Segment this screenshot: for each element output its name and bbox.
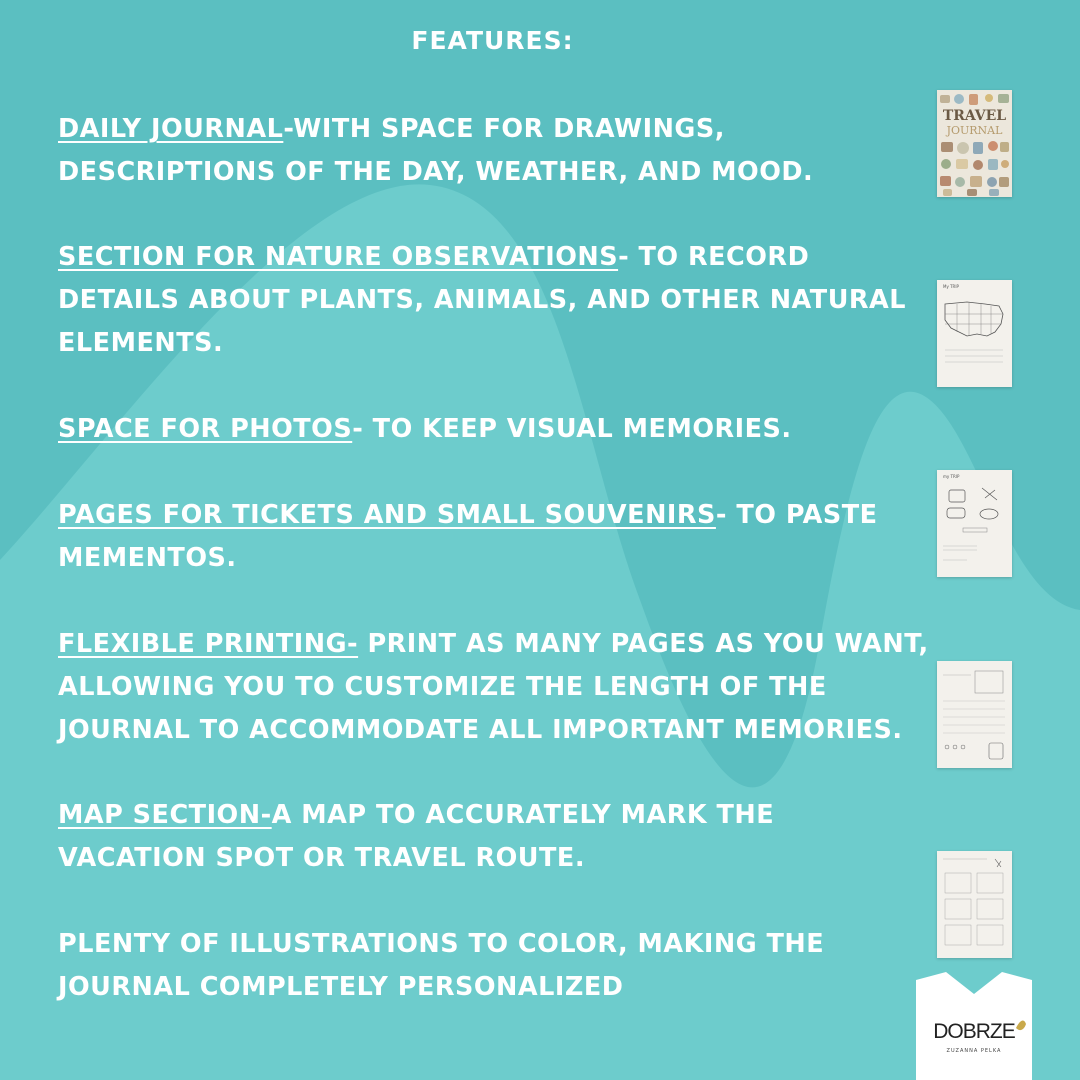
feature-heading: SECTION FOR NATURE OBSERVATIONS (58, 242, 619, 272)
page-title: FEATURES: (411, 26, 574, 55)
feature-flexible-printing: FLEXIBLE PRINTING- PRINT AS MANY PAGES AS YOU WANT, ALLOWING YOU TO CUSTOMIZE THE LENGTH OF THE JOURNAL TO ACCOMMODATE ALL IMPORTANT MEMORIES. (58, 629, 929, 745)
map-page-label: My TRIP (943, 284, 959, 289)
feature-heading: DAILY JOURNAL (58, 114, 284, 144)
thumbnail-tickets-page (937, 470, 1012, 577)
us-map-image (937, 280, 1012, 387)
thumbnail-journal-page (937, 661, 1012, 768)
brand-logo (916, 972, 1032, 1080)
thumbnail-map-page (937, 280, 1012, 387)
illustrations-page-image (937, 470, 1012, 577)
journal-page-image (937, 661, 1012, 768)
thumbnail-cover (937, 90, 1012, 197)
feature-tickets-souvenirs: PAGES FOR TICKETS AND SMALL SOUVENIRS- TO PASTE MEMENTOS. (58, 500, 878, 573)
cover-title-line1: TRAVEL (942, 108, 1007, 124)
photo-grid-page-image (937, 851, 1012, 958)
feature-heading: SPACE FOR PHOTOS (58, 414, 353, 444)
feature-illustrations: PLENTY OF ILLUSTRATIONS TO COLOR, MAKING THE JOURNAL COMPLETELY PERSONALIZED (58, 929, 825, 1002)
sticker-pattern-image (937, 90, 1012, 197)
feature-heading: PAGES FOR TICKETS AND SMALL SOUVENIRS (58, 500, 716, 530)
tickets-page-label: my TRIP (943, 474, 960, 479)
feature-daily-journal: DAILY JOURNAL-WITH SPACE FOR DRAWINGS, DESCRIPTIONS OF THE DAY, WEATHER, AND MOOD. (58, 114, 814, 187)
feature-map-section: MAP SECTION-A MAP TO ACCURATELY MARK THE VACATION SPOT OR TRAVEL ROUTE. (58, 800, 775, 873)
feature-heading: MAP SECTION- (58, 800, 272, 830)
feature-heading: FLEXIBLE PRINTING- (58, 629, 359, 659)
cover-title-line2: JOURNAL (946, 124, 1003, 137)
feature-photos: SPACE FOR PHOTOS- TO KEEP VISUAL MEMORIES. (58, 414, 792, 444)
logo-subtitle: ZUZANNA PELKA (946, 1048, 1002, 1054)
thumbnail-photos-page (937, 851, 1012, 958)
feature-nature-observations: SECTION FOR NATURE OBSERVATIONS- TO RECORD DETAILS ABOUT PLANTS, ANIMALS, AND OTHER NATURAL ELEMENTS. (58, 242, 907, 358)
logo-brand-text: DOBRZE (933, 1020, 1015, 1043)
